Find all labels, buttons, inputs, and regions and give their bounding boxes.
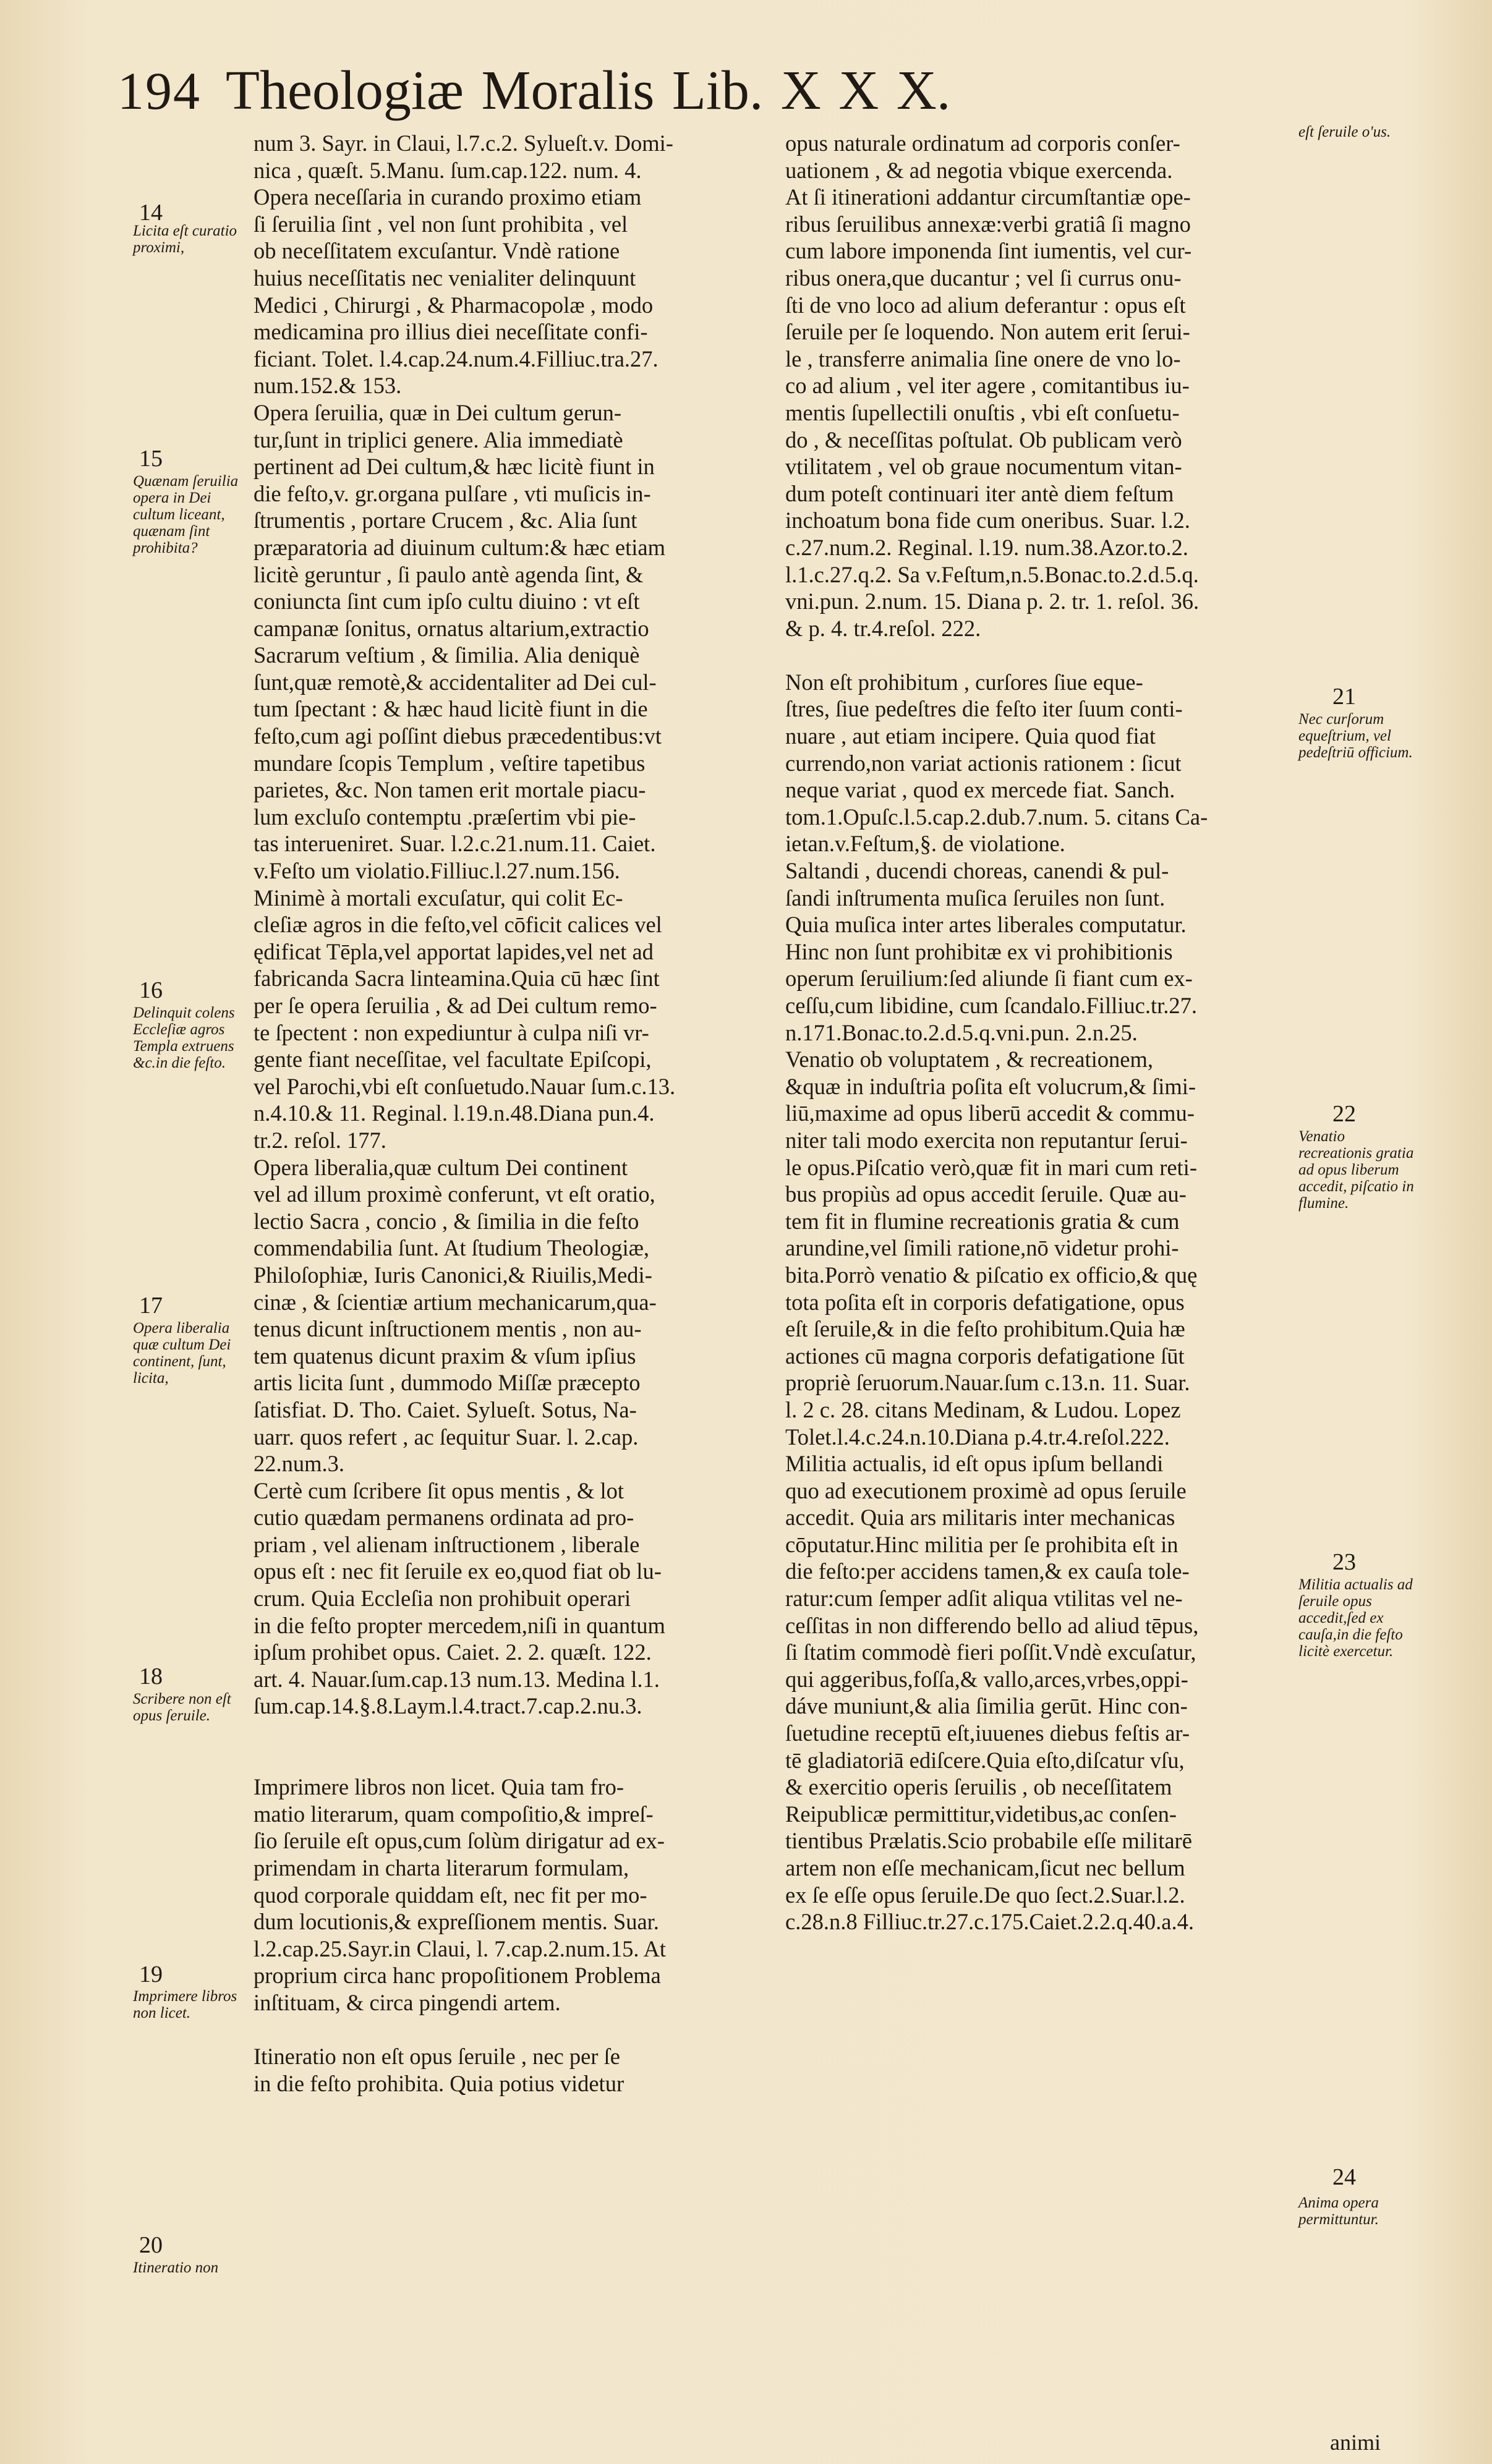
paragraph-24	[785, 1854, 1298, 1935]
text-line: in die feſto propter mercedem,niſi in quantum	[254, 1612, 665, 1638]
text-line: l. 2 c. 28. citans Medinam, & Ludou. Lopez	[785, 1396, 1181, 1422]
text-line: campanæ ſonitus, ornatus altarium,extractio	[254, 615, 649, 641]
text-line: dum locutionis,& expreſſionem mentis. Suar.	[254, 1909, 659, 1935]
text-line: & p. 4. tr.4.reſol. 222.	[785, 615, 981, 641]
marginal-note: Licita eſt curatio proximi,	[133, 223, 237, 256]
text-line: parietes, &c. Non tamen erit mortale piacu-	[254, 777, 646, 803]
text-line: tom.1.Opuſc.l.5.cap.2.dub.7.num. 5. citans Ca-	[785, 804, 1208, 830]
text-line: gente fiant neceſſitae, vel facultate Epiſcopi,	[254, 1047, 652, 1073]
text-line: lum excluſo contemptu .præſertim vbi pie-	[254, 804, 636, 830]
left-marginal-notes	[127, 130, 250, 2417]
text-line: ſandi inſtrumenta muſica ſeruiles non ſunt.	[785, 885, 1166, 911]
text-line: Venatio ob voluptatem , & recreationem,	[785, 1047, 1153, 1073]
text-line: tem fit in flumine recreationis gratia & cum	[785, 1208, 1180, 1234]
section-number: 23	[1332, 1549, 1356, 1575]
text-line: ob neceſſitatem excuſantur. Vndè ratione	[254, 238, 620, 264]
section-number: 22	[1332, 1101, 1356, 1127]
text-line: Reipublicæ permittitur,videtibus,ac conſen-	[785, 1801, 1177, 1827]
text-line: opus eſt : nec fit ſeruile ex eo,quod fiat ob lu-	[254, 1558, 662, 1584]
text-line: tas interueniret. Suar. l.2.c.21.num.11. Caiet.	[254, 831, 656, 857]
marginal-note: Nec curſorum equeſtrium, vel pedeſtriū officium.	[1298, 711, 1413, 761]
text-line: Non eſt prohibitum , curſores ſiue eque-	[785, 669, 1143, 695]
section-number: 19	[139, 1961, 163, 1987]
text-line: te ſpectent : non expediuntur à culpa niſi vr-	[254, 1019, 649, 1045]
text-line: le , transferre animalia ſine onere de vno lo-	[785, 346, 1181, 372]
text-line: ędificat Tēpla,vel apportat lapides,vel net ad	[254, 938, 654, 964]
text-line: feſto,cum agi poſſint diebus præcedentibus:vt	[254, 723, 662, 749]
text-line: co ad alium , vel iter agere , comitantibus iu-	[785, 373, 1190, 399]
text-line	[254, 1747, 773, 1774]
text-line: vtilitatem , vel ob graue nocumentum vitan-	[785, 454, 1182, 480]
paragraph-18	[254, 1477, 773, 1774]
text-line: lectio Sacra , concio , & ſimilia in die feſto	[254, 1208, 639, 1234]
text-line: Minimè à mortali excuſatur, qui colit Ec-	[254, 885, 623, 911]
text-line: cinæ , & ſcientiæ artium mechanicarum,qua-	[254, 1289, 657, 1315]
text-line: propriè ſeruorum.Nauar.ſum c.13.n. 11. Suar.	[785, 1370, 1190, 1396]
text-line: vel Parochi,vbi eſt conſuetudo.Nauar ſum.c.13.	[254, 1073, 676, 1099]
text-line: ſatisfiat. D. Tho. Caiet. Sylueſt. Sotus, Na-	[254, 1396, 637, 1422]
text-line: l.1.c.27.q.2. Sa v.Feſtum,n.5.Bonac.to.2.d.5.q.	[785, 561, 1199, 587]
text-line: ſi ſeruilia ſint , vel non ſunt prohibita , vel	[254, 211, 628, 237]
text-line: vel ad illum proximè conferunt, vt eſt oratio,	[254, 1181, 655, 1207]
text-line: actiones cū magna corporis defatigatione ſūt	[785, 1343, 1185, 1369]
text-line: l.2.cap.25.Sayr.in Claui, l. 7.cap.2.num.15. At	[254, 1935, 667, 1961]
text-line: n.4.10.& 11. Reginal. l.19.n.48.Diana pun.4.	[254, 1100, 655, 1126]
text-line: in die feſto prohibita. Quia potius videtur	[254, 2070, 625, 2096]
text-line: ribus ſeruilibus annexæ:verbi gratiâ ſi magno	[785, 211, 1191, 237]
text-line: cōputatur.Hinc militia per ſe prohibita eſt in	[785, 1531, 1179, 1557]
text-line: cum labore imponenda ſint iumentis, vel cur-	[785, 238, 1192, 264]
text-line: opus naturale ordinatum ad corporis conſer-	[785, 130, 1180, 156]
paragraph-20	[254, 2043, 773, 2097]
page-number: 194	[117, 61, 201, 121]
text-line: 22.num.3.	[254, 1451, 345, 1477]
section-number: 20	[139, 2232, 163, 2258]
text-line: ſti de vno loco ad alium deferantur : opus eſt	[785, 292, 1186, 318]
text-line: At ſi itinerationi addantur circumſtantiæ ope-	[785, 184, 1191, 210]
text-line: tientibus Prælatis.Scio probabile eſſe militarē	[785, 1828, 1192, 1854]
paragraph	[254, 130, 773, 184]
text-line: mundare ſcopis Templum , veſtire tapetibus	[254, 750, 646, 776]
text-line: mentis ſupellectili onuſtis , vbi eſt conſuetu-	[785, 399, 1180, 425]
marginal-note: Militia actualis ad ſeruile opus accedit,ſed ex cauſa,in die feſto licitè exercetur.	[1298, 1576, 1413, 1660]
text-line: n.171.Bonac.to.2.d.5.q.vni.pun. 2.n.25.	[785, 1019, 1138, 1045]
text-line: accedit. Quia ars militaris inter mechanicas	[785, 1505, 1175, 1531]
text-line: priam , vel alienam inſtructionem , liberale	[254, 1531, 640, 1557]
page-header	[117, 59, 1292, 121]
section-number: 18	[139, 1663, 163, 1689]
paragraph-continued	[785, 130, 1298, 669]
text-line: Certè cum ſcribere ſit opus mentis , & lot	[254, 1477, 625, 1503]
catchword: animi	[1330, 2430, 1381, 2455]
text-line: pertinent ad Dei cultum,& hæc licitè fiunt in	[254, 454, 655, 480]
text-line: quod corporale quiddam eſt, nec fit per mo-	[254, 1882, 647, 1908]
left-column	[254, 130, 773, 2097]
text-line: le opus.Piſcatio verò,quæ fit in mari cum reti-	[785, 1154, 1197, 1180]
text-line: bus propiùs ad opus accedit ſeruile. Quæ au-	[785, 1181, 1187, 1207]
text-line: ſio ſeruile eſt opus,cum ſolùm dirigatur ad ex-	[254, 1828, 665, 1854]
text-line: operum ſeruilium:ſed aliunde ſi fiant cum ex-	[785, 966, 1193, 992]
text-line: ſuetudine receptū eſt,iuuenes diebus feſtis ar-	[785, 1720, 1190, 1746]
marginal-note: Delinquit colens Eccleſiæ agros Templa extruens &c.in die feſto.	[133, 1005, 235, 1071]
marginal-note: Itineratio non	[133, 2259, 219, 2276]
text-line: Saltandi , ducendi choreas, canendi & pul-	[785, 858, 1169, 884]
text-line: dum poteſt continuari iter antè diem feſtum	[785, 480, 1174, 506]
text-line: tr.2. reſol. 177.	[254, 1127, 386, 1153]
text-line: dáve muniunt,& alia ſimilia gerūt. Hinc con-	[785, 1693, 1188, 1719]
text-line: commendabilia ſunt. At ſtudium Theologiæ,	[254, 1235, 650, 1261]
text-line: tur,ſunt in triplici genere. Alia immediatè	[254, 427, 623, 452]
text-line	[254, 2016, 773, 2044]
section-number: 24	[1332, 2164, 1356, 2190]
text-line: ietan.v.Feſtum,§. de violatione.	[785, 831, 1065, 857]
text-line: num.152.& 153.	[254, 373, 402, 399]
text-line: inchoatum bona fide cum oneribus. Suar. l.2.	[785, 508, 1190, 533]
marginal-note: Quænam ſeruilia opera in Dei cultum liceant, quænam ſint prohibita?	[133, 473, 239, 556]
text-line: ficiant. Tolet. l.4.cap.24.num.4.Filliuc.tra.27.	[254, 346, 659, 372]
text-line: medicamina pro illius diei neceſſitate confi-	[254, 319, 648, 345]
text-line: proprium circa hanc propoſitionem Problema	[254, 1963, 661, 1989]
paragraph-15	[254, 399, 773, 885]
text-line: cutio quædam permanens ordinata ad pro-	[254, 1505, 634, 1531]
right-marginal-notes	[1295, 124, 1438, 2417]
text-line: neque variat , quod ex mercede fiat. Sanch.	[785, 777, 1175, 803]
text-line: &quæ in induſtria poſita eſt volucrum,& ſimi-	[785, 1073, 1196, 1099]
paragraph-19	[254, 1774, 773, 2043]
text-line: Hinc non ſunt prohibitæ ex vi prohibitionis	[785, 938, 1173, 964]
text-line: Quia muſica inter artes liberales computatur.	[785, 912, 1187, 938]
text-line: liū,maxime ad opus liberū accedit & commu-	[785, 1100, 1195, 1126]
text-line: vni.pun. 2.num. 15. Diana p. 2. tr. 1. reſol. 36.	[785, 588, 1200, 614]
section-number: 14	[139, 200, 163, 226]
running-title: Theologiæ Moralis Lib. X X X.	[226, 60, 951, 121]
text-line: coniuncta ſint cum ipſo cultu diuino : vt eſt	[254, 588, 640, 614]
text-line: Philoſophiæ, Iuris Canonici,& Riuilis,Medi-	[254, 1262, 652, 1288]
text-line: Itineratio non eſt opus ſeruile , nec per ſe	[254, 2044, 620, 2070]
text-line	[254, 1720, 773, 1747]
text-line: tota poſita eſt in corporis defatigatione, opus	[785, 1289, 1185, 1315]
text-line: ribus onera,que ducantur ; vel ſi currus onu-	[785, 265, 1182, 291]
text-line: ceſſitas in non differendo bello ad aliud tēpus,	[785, 1612, 1199, 1638]
text-line: ex ſe eſſe opus ſeruile.De quo ſect.2.Suar.l.2.	[785, 1882, 1185, 1908]
text-line: Sacrarum veſtium , & ſimilia. Alia deniquè	[254, 642, 640, 668]
text-line: tum ſpectant : & hæc haud licitè fiunt in die	[254, 696, 648, 722]
text-line: ſi ſtatim commodè fieri poſſit.Vndè excuſatur,	[785, 1639, 1196, 1665]
text-line: Imprimere libros non licet. Quia tam fro-	[254, 1774, 625, 1800]
text-line: ſtres, ſiue pedeſtres die feſto iter ſuum conti-	[785, 696, 1183, 722]
marginal-note: eſt ſeruile o'us.	[1298, 124, 1391, 140]
section-number: 17	[139, 1293, 163, 1319]
text-line: eſt ſeruile,& in die feſto prohibitum.Quia hæ	[785, 1316, 1185, 1342]
text-line: c.28.n.8 Filliuc.tr.27.c.175.Caiet.2.2.q.40.a.4.	[785, 1909, 1194, 1935]
text-line: ſeruile per ſe loquendo. Non autem erit ſerui-	[785, 319, 1190, 345]
text-line: ratur:cum ſemper adſit aliqua vtilitas vel ne-	[785, 1586, 1183, 1612]
text-line: niter tali modo exercita non reputantur ſerui-	[785, 1127, 1188, 1153]
text-line: die feſto,v. gr.organa pulſare , vti muſicis in-	[254, 480, 651, 506]
right-column	[785, 130, 1298, 1935]
text-line: huius neceſſitatis nec venialiter delinquunt	[254, 265, 636, 291]
text-line: art. 4. Nauar.ſum.cap.13 num.13. Medina l.1.	[254, 1666, 660, 1692]
paragraph-23	[785, 1424, 1298, 1855]
paragraph-14	[254, 184, 773, 399]
text-line: ſunt,quæ remotè,& accidentaliter ad Dei cul-	[254, 669, 657, 695]
text-line: & exercitio operis ſeruilis , ob neceſſitatem	[785, 1774, 1172, 1800]
section-number: 16	[139, 977, 163, 1003]
text-line: cleſiæ agros in die feſto,vel cōficit calices vel	[254, 912, 662, 938]
text-line: artem non eſſe mechanicam,ſicut nec bellum	[785, 1855, 1185, 1880]
text-line: primendam in charta literarum formulam,	[254, 1855, 629, 1880]
text-line: tenus dicunt inſtructionem mentis , non au-	[254, 1316, 642, 1342]
text-line: num 3. Sayr. in Claui, l.7.c.2. Sylueſt.v. Domi-	[254, 130, 673, 156]
text-line: fabricanda Sacra linteamina.Quia cū hæc ſint	[254, 966, 660, 992]
text-line: currendo,non variat actionis rationem : ſicut	[785, 750, 1182, 776]
marginal-note: Opera liberalia quæ cultum Dei continent, ſunt, licita,	[133, 1320, 231, 1387]
text-line: qui aggeribus,foſſa,& vallo,arces,vrbes,oppi-	[785, 1666, 1188, 1692]
text-line: Tolet.l.4.c.24.n.10.Diana p.4.tr.4.reſol.222.	[785, 1424, 1170, 1450]
text-line: tem quatenus dicunt praxim & vſum ipſius	[254, 1343, 636, 1369]
text-line: ceſſu,cum libidine, cum ſcandalo.Filliuc.tr.27.	[785, 993, 1197, 1018]
text-line: bita.Porrò venatio & piſcatio ex officio,& quę	[785, 1262, 1198, 1288]
text-line: matio literarum, quam compoſitio,& impreſ-	[254, 1801, 654, 1827]
text-line: die feſto:per accidens tamen,& ex cauſa tole-	[785, 1558, 1190, 1584]
text-line: Opera liberalia,quæ cultum Dei continent	[254, 1154, 628, 1180]
section-number: 21	[1332, 684, 1356, 710]
text-line: nica , quæſt. 5.Manu. ſum.cap.122. num. 4.	[254, 157, 642, 183]
marginal-note: Imprimere libros non licet.	[133, 1988, 237, 2021]
text-line: Medici , Chirurgi , & Pharmacopolæ , modo	[254, 292, 654, 318]
text-line: nuare , aut etiam incipere. Quia quod fiat	[785, 723, 1156, 749]
text-line: ſum.cap.14.§.8.Laym.l.4.tract.7.cap.2.nu.3.	[254, 1693, 642, 1719]
text-line: ſtrumentis , portare Crucem , &c. Alia ſunt	[254, 508, 637, 533]
text-line: v.Feſto um violatio.Filliuc.l.27.num.156.	[254, 858, 620, 884]
marginal-note: Anima opera permittuntur.	[1298, 2194, 1379, 2228]
text-line: Opera ſeruilia, quæ in Dei cultum gerun-	[254, 399, 621, 425]
marginal-note: Scribere non eſt opus ſeruile.	[133, 1691, 231, 1724]
text-line: per ſe opera ſeruilia , & ad Dei cultum remo-	[254, 993, 657, 1018]
text-line: tē gladiatoriā ediſcere.Quia eſto,diſcatur vſu,	[785, 1747, 1185, 1773]
text-line: inſtituam, & circa pingendi artem.	[254, 1989, 561, 2015]
text-line: Militia actualis, id eſt opus ipſum bellandi	[785, 1451, 1164, 1477]
paragraph-21	[785, 669, 1298, 1046]
paragraph-16	[254, 885, 773, 1154]
marginal-note: Venatio recreationis gratia ad opus liberum accedit, piſcatio in flumine.	[1298, 1128, 1414, 1212]
text-line: artis licita ſunt , dummodo Miſſæ præcepto	[254, 1370, 641, 1396]
text-line: uationem , & ad negotia vbique exercenda.	[785, 157, 1173, 183]
text-line: c.27.num.2. Reginal. l.19. num.38.Azor.to.2.	[785, 534, 1188, 560]
paragraph-17	[254, 1154, 773, 1477]
text-line: quo ad executionem proximè ad opus ſeruile	[785, 1477, 1187, 1503]
text-line: crum. Quia Eccleſia non prohibuit operari	[254, 1586, 631, 1612]
text-line: do , & neceſſitas poſtulat. Ob publicam verò	[785, 427, 1182, 452]
text-line: arundine,vel ſimili ratione,nō videtur prohi-	[785, 1235, 1179, 1261]
text-line: præparatoria ad diuinum cultum:& hæc etiam	[254, 534, 665, 560]
text-line: ipſum prohibet opus. Caiet. 2. 2. quæſt. 122.	[254, 1639, 652, 1665]
text-line: licitè geruntur , ſi paulo antè agenda ſint, &	[254, 561, 644, 587]
text-line: uarr. quos refert , ac ſequitur Suar. l. 2.cap.	[254, 1424, 639, 1450]
text-line	[785, 642, 1298, 669]
paragraph-22	[785, 1046, 1298, 1423]
text-line: Opera neceſſaria in curando proximo etiam	[254, 184, 642, 210]
section-number: 15	[139, 446, 163, 472]
